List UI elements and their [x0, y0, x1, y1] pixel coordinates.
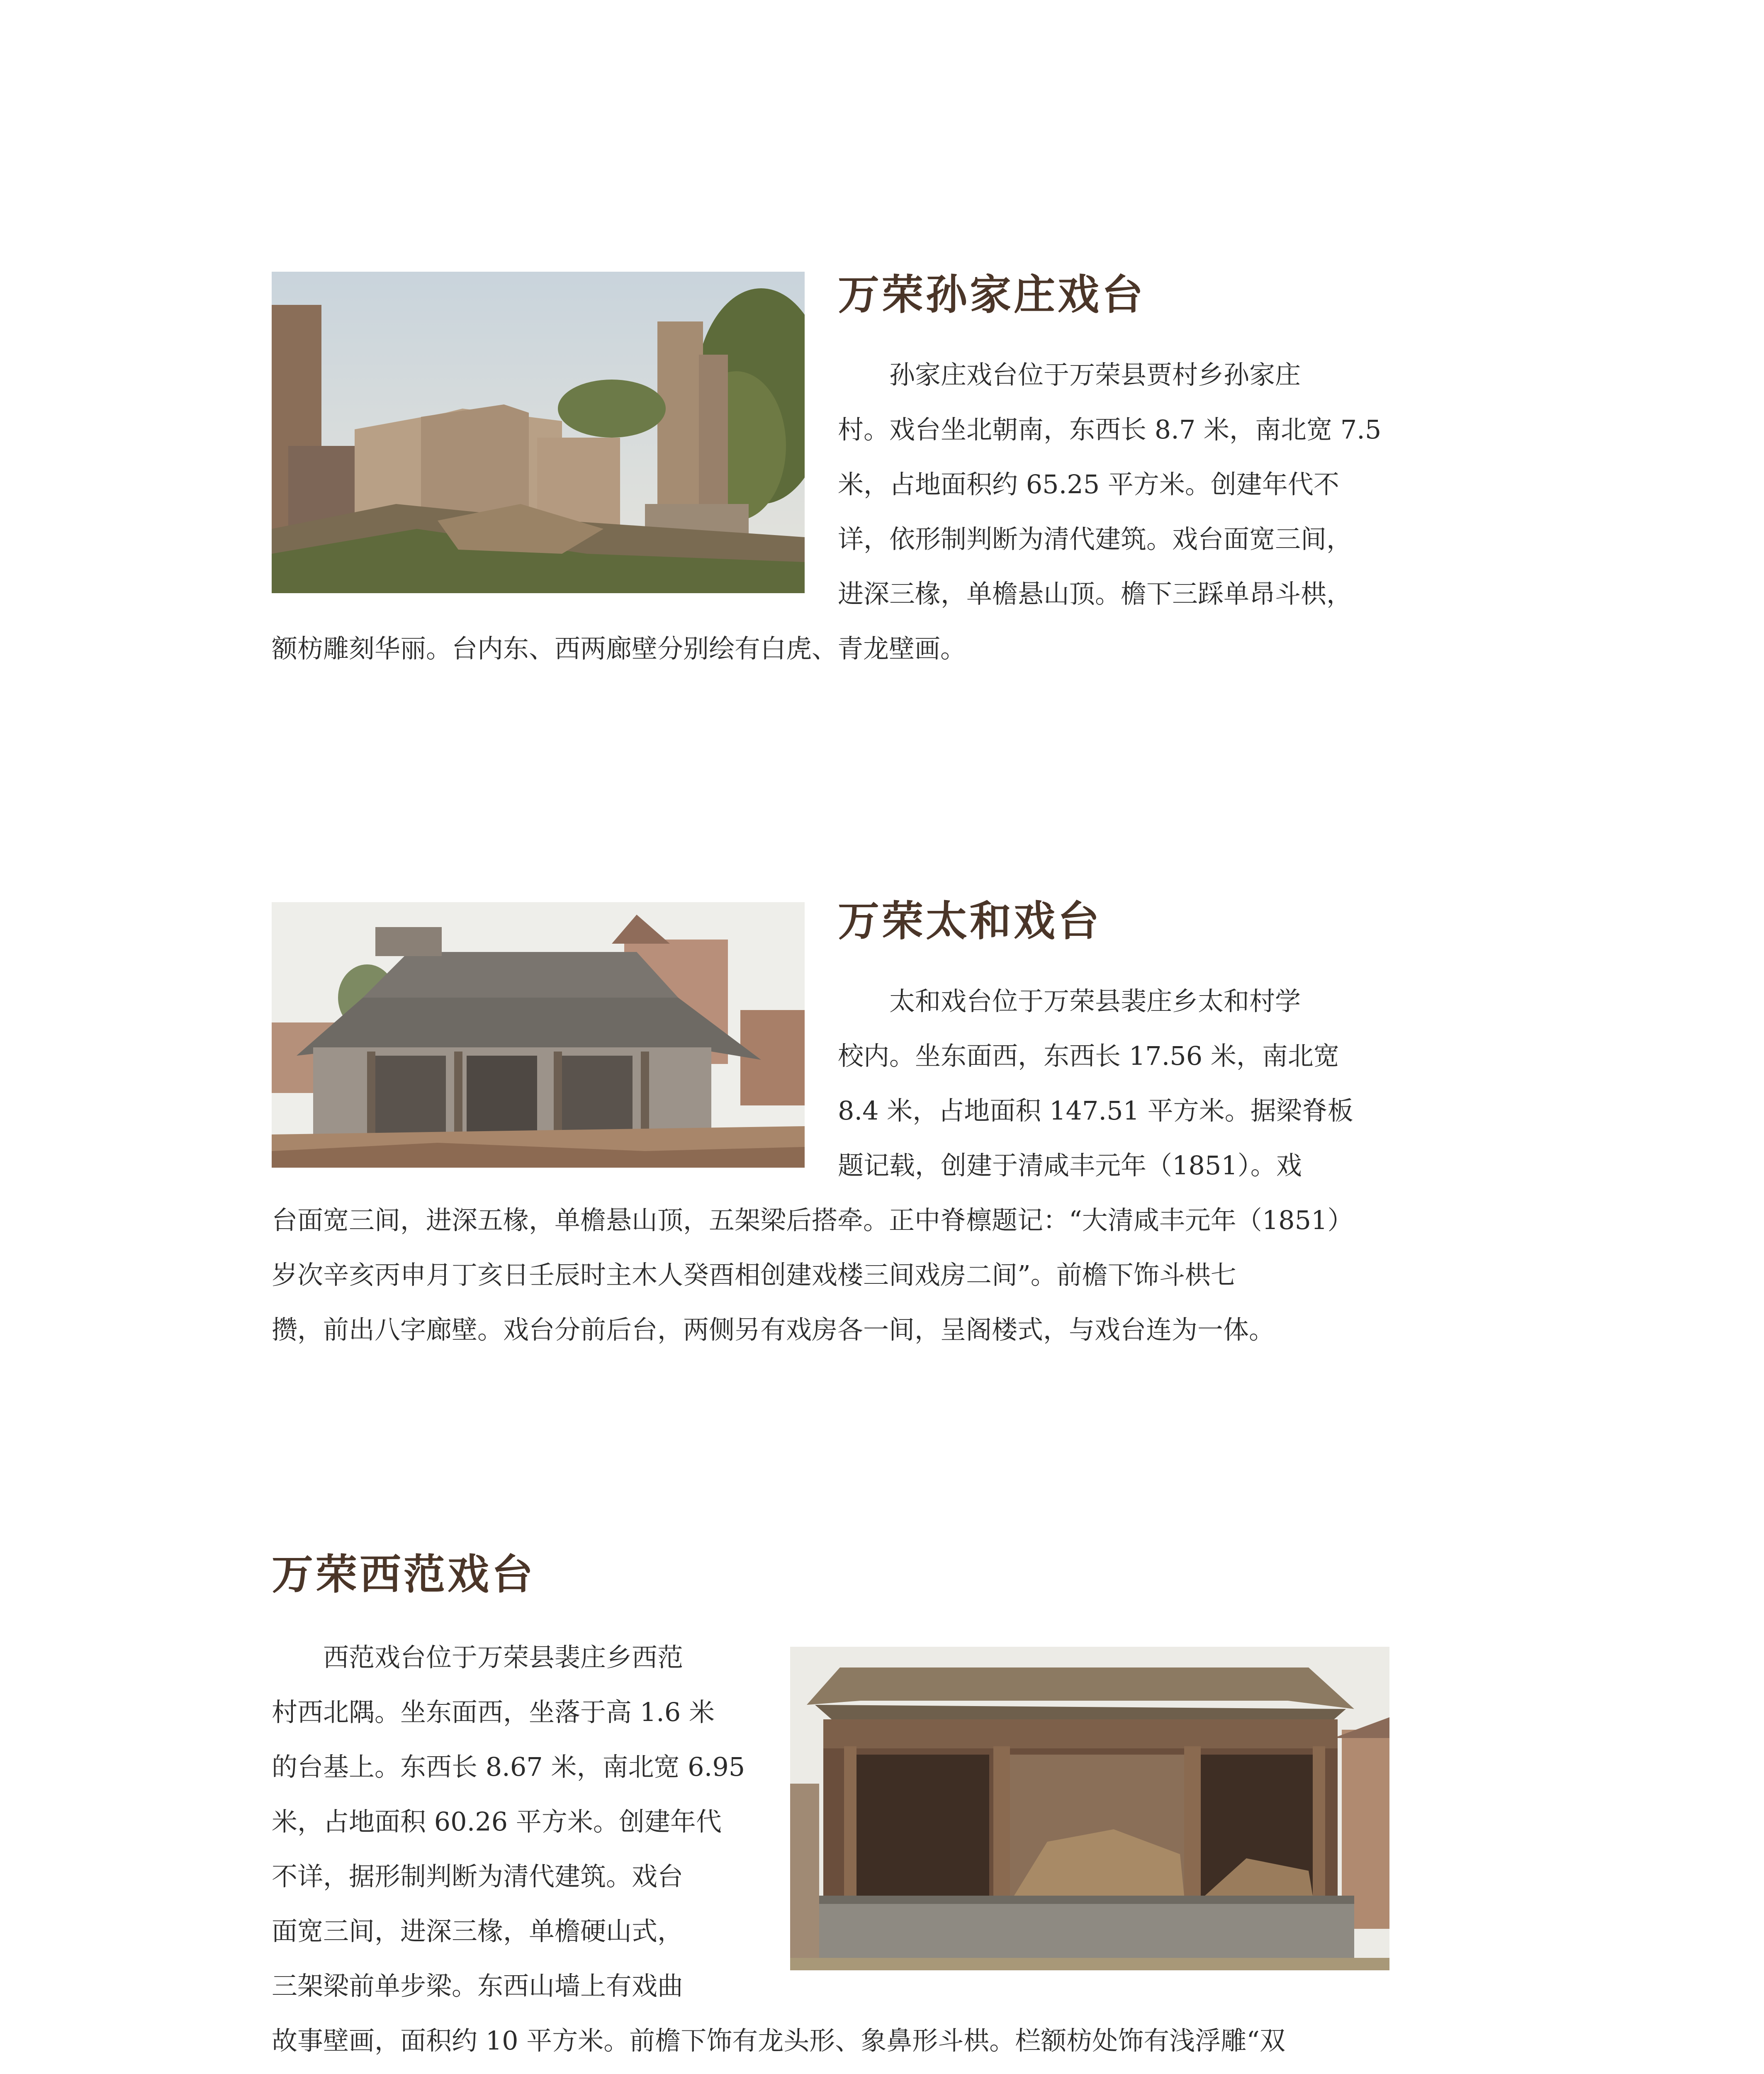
section-title-xifan: 万荣西范戏台	[272, 1550, 535, 1599]
body-line: 不详，据形制判断为清代建筑。戏台	[272, 1861, 684, 1891]
body-line: 攒，前出八字廊壁。戏台分前后台，两侧另有戏房各一间，呈阁楼式，与戏台连为一体。	[272, 1315, 1275, 1345]
section-title-taihe: 万荣太和戏台	[838, 896, 1102, 945]
body-line: 故事壁画，面积约 10 平方米。前檐下饰有龙头形、象鼻形斗栱。栏额枋处饰有浅浮雕“双	[272, 2025, 1286, 2056]
body-line: 米，占地面积 60.26 平方米。创建年代	[272, 1806, 722, 1837]
body-line: 岁次辛亥丙申月丁亥日壬辰时主木人癸酉相创建戏楼三间戏房二间”。前檐下饰斗栱七	[272, 1260, 1236, 1290]
section-body-taihe-cont	[272, 1193, 1392, 1357]
body-line: 村西北隅。坐东面西，坐落于高 1.6 米	[272, 1697, 715, 1727]
body-line	[272, 2068, 1392, 2074]
section-body-sunjiazhuang-cont	[272, 621, 1392, 676]
body-line: 校内。坐东面西，东西长 17.56 米，南北宽	[838, 1041, 1339, 1071]
section-body-xifan-cont	[272, 2013, 1392, 2074]
section-body-sunjiazhuang	[838, 348, 1394, 621]
body-line: 太和戏台位于万荣县裴庄乡太和村学	[889, 986, 1301, 1016]
body-line: 三架梁前单步梁。东西山墙上有戏曲	[272, 1971, 684, 2001]
body-line: 8.4 米，占地面积 147.51 平方米。据梁脊板	[838, 1095, 1353, 1126]
photo-taihe-stage	[272, 902, 805, 1168]
body-line: 面宽三间，进深三椽，单檐硬山式，	[272, 1916, 684, 1946]
section-body-xifan	[272, 1630, 761, 2013]
photo-xifan-stage	[790, 1647, 1389, 1970]
body-line: 额枋雕刻华丽。台内东、西两廊壁分别绘有白虎、青龙壁画。	[272, 633, 966, 664]
body-line: 台面宽三间，进深五椽，单檐悬山顶，五架梁后搭牵。正中脊檩题记：“大清咸丰元年（1851）	[272, 1205, 1353, 1235]
photo-sunjiazhuang-stage	[272, 272, 805, 593]
section-title-sunjiazhuang: 万荣孙家庄戏台	[838, 270, 1146, 319]
body-line: 村。戏台坐北朝南，东西长 8.7 米，南北宽 7.5	[838, 414, 1382, 445]
section-body-taihe	[838, 974, 1394, 1193]
body-line: 详，依形制判断为清代建筑。戏台面宽三间，	[838, 524, 1353, 554]
body-line: 进深三椽，单檐悬山顶。檐下三踩单昂斗栱，	[838, 579, 1353, 609]
body-line: 孙家庄戏台位于万荣县贾村乡孙家庄	[889, 360, 1301, 390]
body-line: 米，占地面积约 65.25 平方米。创建年代不	[838, 469, 1339, 499]
body-line: 的台基上。东西长 8.67 米，南北宽 6.95	[272, 1752, 745, 1782]
body-line: 题记载，创建于清咸丰元年（1851）。戏	[838, 1150, 1302, 1181]
body-line: 西范戏台位于万荣县裴庄乡西范	[323, 1642, 684, 1672]
